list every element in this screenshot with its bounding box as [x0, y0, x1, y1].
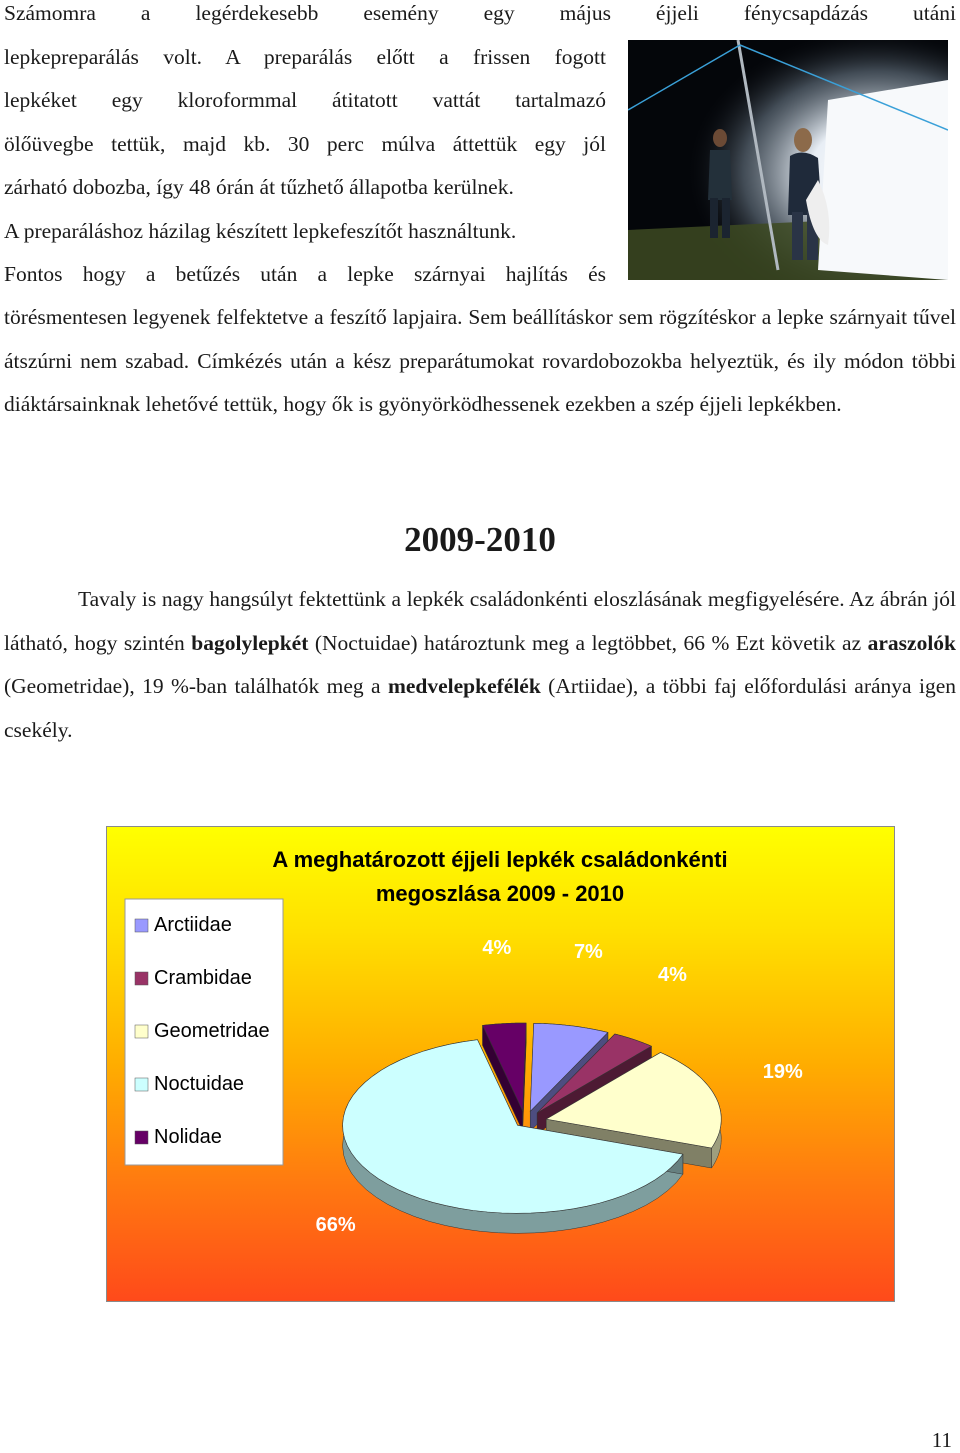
results-paragraph: Tavaly is nagy hangsúlyt fektettünk a lepkék családonkénti eloszlásának megfigyelésére. Az ábrán jól látható, hogy szintén bagolylepkét (Noctuidae) határoztunk meg a legtöbbet, 66 % Ezt követik az araszolók (Geometridae), 19 %-ban találhatók meg a medvelepkefélék (Artiidae), a többi faj előfordulási aránya igen csekély. [4, 587, 957, 742]
pie-data-label: 4% [658, 964, 687, 987]
legend-label: Crambidae [154, 967, 252, 989]
intro-wrapped-text [4, 0, 956, 297]
legend-label: Nolidae [154, 1126, 222, 1148]
intro-line: A preparáláshoz házilag készített lepkefeszítőt használtunk. [4, 218, 517, 243]
bold-term: araszolók [867, 630, 957, 655]
legend-label: Noctuidae [154, 1073, 245, 1095]
pie-data-label: 4% [482, 936, 512, 959]
pie-data-label: 7% [573, 940, 603, 963]
legend-swatch [135, 1025, 148, 1038]
light-trap-photo-drawing [628, 40, 948, 280]
pie-slices [343, 1023, 722, 1233]
pie-chart [106, 826, 895, 1302]
intro-line: lepkéket egy kloroformmal átitatott vattát tartalmazó [4, 88, 606, 112]
section-heading: 2009-2010 [404, 520, 556, 559]
chart-title: A meghatározott éjjeli lepkék családonkénti megoszlása 2009 - 2010 [272, 847, 728, 906]
page-number: 11 [931, 1428, 952, 1452]
legend-label: Geometridae [154, 1020, 270, 1042]
legend-swatch [135, 1078, 148, 1091]
intro-line: ölőüvegbe tettük, majd kb. 30 perc múlva áttettük egy jól [4, 131, 606, 156]
intro-continuation: törésmentesen legyenek felfektetve a feszítő lapjaira. Sem beállításkor sem rögzítéskor a lepke szárnyait tűvel átszúrni nem szabad. Címkézés után a kész preparátumokat rovardobozokba helyeztük, és ily módon többi diáktársainknak lehetővé tettük, hogy ők is gyönyörködhessenek ezekben a szép éjjeli lepkékben. [4, 305, 956, 416]
intro-line: Számomra a legérdekesebb esemény egy május éjjeli fénycsapdázás utáni [4, 1, 956, 25]
legend-swatch [135, 919, 148, 932]
legend-label: Arctiidae [154, 914, 232, 936]
intro-line: zárható dobozba, így 48 órán át tűzhető állapotba kerülnek. [4, 175, 514, 199]
intro-line: Fontos hogy a betűzés után a lepke szárnyai hajlítás és [4, 262, 606, 286]
pie-data-label: 66% [315, 1214, 356, 1237]
intro-line: lepkepreparálás volt. A preparálás előtt a frissen fogott [4, 44, 606, 69]
chart-legend [125, 899, 283, 1165]
light-trap-photo [628, 40, 948, 280]
pie-data-label: 19% [762, 1061, 803, 1084]
bold-term: medvelepkefélék [387, 674, 541, 698]
pie-chart-svg [107, 827, 894, 1301]
legend-swatch [135, 1131, 148, 1144]
legend-swatch [135, 972, 148, 985]
bold-term: bagolylepkét [191, 630, 309, 655]
